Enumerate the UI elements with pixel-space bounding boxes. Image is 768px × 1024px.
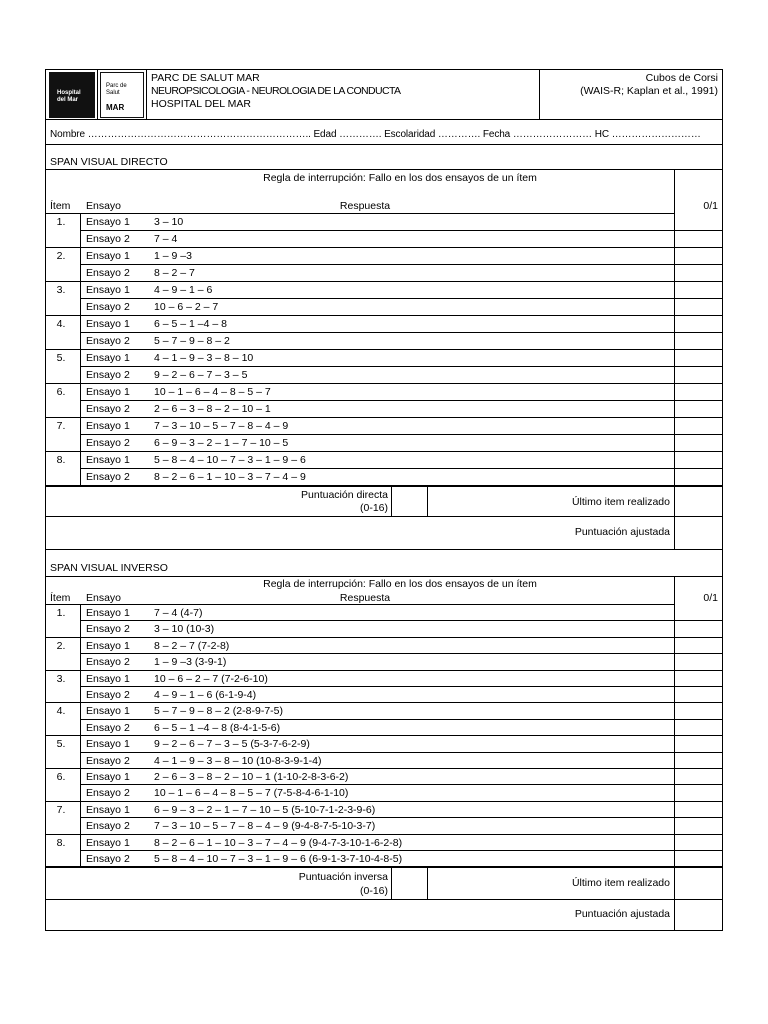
rule: [80, 366, 723, 367]
patient-line-rule: [45, 144, 723, 145]
response-sequence: 3 – 10 (10-3): [154, 623, 215, 636]
response-sequence: 9 – 2 – 6 – 7 – 3 – 5: [154, 369, 248, 381]
response-sequence: 10 – 6 – 2 – 7 (7-2-6-10): [154, 672, 268, 685]
score-cell[interactable]: [675, 384, 721, 399]
trial-label: Ensayo 2: [86, 335, 130, 347]
rule: [45, 735, 723, 736]
inverse-col-trial: Ensayo: [86, 592, 122, 604]
inverse-score-input[interactable]: [392, 868, 427, 898]
parc-logo-text: Parc de Salut: [106, 83, 127, 96]
rule: [45, 486, 723, 487]
header-divider: [97, 69, 98, 120]
trial-label: Ensayo 2: [86, 437, 130, 449]
response-sequence: 7 – 4: [154, 233, 178, 245]
trial-label: Ensayo 2: [86, 471, 130, 483]
item-number: 1.: [56, 216, 66, 228]
direct-score-range: (0-16): [359, 502, 388, 514]
trial-label: Ensayo 1: [86, 803, 130, 816]
item-number: 7.: [56, 420, 66, 432]
score-cell[interactable]: [675, 452, 721, 467]
trial-label: Ensayo 1: [86, 454, 130, 466]
direct-section-title: SPAN VISUAL DIRECTO: [50, 156, 168, 168]
item-number: 3.: [56, 284, 66, 296]
item-number: 4.: [56, 318, 66, 330]
rule: [45, 516, 723, 517]
rule: [45, 637, 723, 638]
item-number: 5.: [56, 738, 66, 751]
trial-label: Ensayo 1: [86, 836, 130, 849]
rule: [80, 298, 723, 299]
rule: [45, 702, 723, 703]
rule: [45, 451, 723, 452]
rule: [80, 752, 723, 753]
item-number: 6.: [56, 771, 66, 783]
score-cell[interactable]: [675, 769, 721, 783]
rule: [80, 264, 723, 265]
score-cell[interactable]: [675, 316, 721, 331]
score-cell[interactable]: [675, 638, 721, 652]
score-cell[interactable]: [675, 605, 721, 619]
score-cell[interactable]: [675, 785, 721, 799]
inverse-last-item-label: Último item realizado: [571, 877, 670, 889]
org-line-2: NEUROPSICOLOGIA - NEUROLOGIA DE LA CONDUCTA: [151, 85, 401, 97]
trial-label: Ensayo 2: [86, 820, 130, 833]
rule: [80, 332, 723, 333]
mar-logo-text: MAR: [106, 103, 125, 112]
direct-col-score: 0/1: [703, 200, 718, 212]
rule: [80, 817, 723, 818]
inverse-score-range: (0-16): [359, 885, 388, 897]
trial-label: Ensayo 1: [86, 318, 130, 330]
item-number: 1.: [56, 607, 66, 619]
item-number: 7.: [56, 803, 66, 816]
response-sequence: 8 – 2 – 7 (7-2-8): [154, 639, 230, 652]
rule: [45, 801, 723, 802]
inverse-col-response: Respuesta: [339, 592, 391, 604]
trial-label: Ensayo 1: [86, 771, 130, 783]
trial-label: Ensayo 2: [86, 267, 130, 279]
rule: [45, 169, 723, 170]
response-sequence: 8 – 2 – 7: [154, 267, 195, 279]
direct-score-label: Puntuación directa: [301, 489, 388, 501]
inverse-adjusted-label: Puntuación ajustada: [574, 908, 670, 920]
response-sequence: 2 – 6 – 3 – 8 – 2 – 10 – 1 (1-10-2-8-3-6-2): [154, 771, 349, 783]
rule: [427, 867, 428, 899]
trial-label: Ensayo 1: [86, 705, 130, 718]
trial-label: Ensayo 1: [86, 386, 130, 398]
org-line-1: PARC DE SALUT MAR: [151, 72, 260, 84]
trial-label: Ensayo 1: [86, 607, 130, 619]
response-sequence: 8 – 2 – 6 – 1 – 10 – 3 – 7 – 4 – 9: [154, 471, 306, 483]
trial-label: Ensayo 2: [86, 233, 130, 245]
trial-label: Ensayo 1: [86, 250, 130, 262]
response-sequence: 7 – 4 (4-7): [154, 607, 203, 619]
rule: [45, 315, 723, 316]
score-cell[interactable]: [675, 687, 721, 701]
inverse-section-title: SPAN VISUAL INVERSO: [50, 562, 168, 574]
response-sequence: 4 – 1 – 9 – 3 – 8 – 10: [154, 352, 254, 364]
score-cell[interactable]: [675, 736, 721, 750]
item-number: 6.: [56, 386, 66, 398]
response-sequence: 6 – 9 – 3 – 2 – 1 – 7 – 10 – 5 (5-10-7-1-2-3-9-6): [154, 803, 376, 816]
direct-last-item-label: Último item realizado: [571, 496, 670, 508]
trial-label: Ensayo 1: [86, 420, 130, 432]
rule: [80, 468, 723, 469]
direct-col-item: Ítem: [50, 200, 71, 212]
item-number: 2.: [56, 639, 66, 652]
score-cell[interactable]: [675, 248, 721, 263]
rule: [45, 247, 723, 248]
direct-adjusted-label: Puntuación ajustada: [574, 526, 670, 538]
score-cell[interactable]: [675, 367, 721, 382]
response-sequence: 8 – 2 – 6 – 1 – 10 – 3 – 7 – 4 – 9 (9-4-7-3-10-1-6-2-8): [154, 836, 403, 849]
trial-label: Ensayo 1: [86, 738, 130, 751]
response-sequence: 7 – 3 – 10 – 5 – 7 – 8 – 4 – 9 (9-4-8-7-5-10-3-7): [154, 820, 376, 833]
item-number: 8.: [56, 454, 66, 466]
trial-label: Ensayo 1: [86, 672, 130, 685]
response-sequence: 7 – 3 – 10 – 5 – 7 – 8 – 4 – 9: [154, 420, 289, 432]
header-bottom-line: [45, 119, 723, 120]
response-sequence: 1 – 9 –3: [154, 250, 192, 262]
score-cell[interactable]: [675, 802, 721, 816]
test-name: Cubos de Corsi: [645, 72, 718, 84]
direct-score-input[interactable]: [392, 487, 427, 515]
trial-label: Ensayo 1: [86, 639, 130, 652]
response-sequence: 10 – 1 – 6 – 4 – 8 – 5 – 7 (7-5-8-4-6-1-10): [154, 787, 349, 800]
score-cell[interactable]: [675, 720, 721, 734]
trial-label: Ensayo 2: [86, 369, 130, 381]
score-cell[interactable]: [675, 265, 721, 280]
score-cell[interactable]: [675, 835, 721, 849]
rule: [427, 486, 428, 516]
response-sequence: 4 – 9 – 1 – 6: [154, 284, 213, 296]
rule: [45, 604, 674, 605]
score-cell[interactable]: [675, 214, 721, 229]
rule: [45, 349, 723, 350]
hospital-logo-text: Hospital del Mar: [57, 90, 81, 103]
rule: [80, 434, 723, 435]
rule: [45, 768, 723, 769]
rule: [80, 653, 723, 654]
response-sequence: 5 – 8 – 4 – 10 – 7 – 3 – 1 – 9 – 6 (6-9-1-3-7-10-4-8-5): [154, 853, 403, 865]
trial-label: Ensayo 2: [86, 754, 130, 767]
patient-info-line[interactable]: Nombre ………………………………………………………….. Edad …………. Escolaridad …………. Fecha …………………… HC ………………………: [50, 129, 701, 140]
trial-label: Ensayo 2: [86, 721, 130, 734]
trial-label: Ensayo 2: [86, 656, 130, 669]
item-number: 3.: [56, 672, 66, 685]
rule: [45, 670, 723, 671]
score-cell[interactable]: [675, 818, 721, 832]
response-sequence: 5 – 8 – 4 – 10 – 7 – 3 – 1 – 9 – 6: [154, 454, 306, 466]
score-cell[interactable]: [675, 435, 721, 450]
header-divider: [146, 69, 147, 120]
score-cell[interactable]: [675, 333, 721, 348]
score-cell[interactable]: [675, 401, 721, 416]
item-number: 5.: [56, 352, 66, 364]
rule: [80, 213, 81, 485]
rule: [80, 230, 723, 231]
rule: [80, 620, 723, 621]
score-cell[interactable]: [675, 703, 721, 717]
inverse-interruption-rule: Regla de interrupción: Fallo en los dos ensayos de un ítem: [263, 578, 537, 590]
rule: [45, 899, 723, 900]
response-sequence: 6 – 5 – 1 –4 – 8: [154, 318, 227, 330]
item-number: 4.: [56, 705, 66, 718]
rule: [80, 400, 723, 401]
trial-label: Ensayo 2: [86, 623, 130, 636]
inverse-col-score: 0/1: [703, 592, 718, 604]
rule: [45, 213, 674, 214]
rule: [45, 383, 723, 384]
trial-label: Ensayo 2: [86, 853, 130, 865]
rule: [80, 719, 723, 720]
score-cell[interactable]: [675, 231, 721, 246]
rule: [45, 867, 723, 868]
response-sequence: 5 – 7 – 9 – 8 – 2: [154, 335, 230, 347]
response-sequence: 10 – 6 – 2 – 7: [154, 301, 219, 313]
trial-label: Ensayo 1: [86, 352, 130, 364]
direct-col-response: Respuesta: [339, 200, 391, 212]
response-sequence: 10 – 1 – 6 – 4 – 8 – 5 – 7: [154, 386, 271, 398]
score-cell[interactable]: [675, 671, 721, 685]
trial-label: Ensayo 2: [86, 403, 130, 415]
item-number: 8.: [56, 836, 66, 849]
score-cell[interactable]: [675, 753, 721, 767]
trial-label: Ensayo 2: [86, 787, 130, 800]
response-sequence: 3 – 10: [154, 216, 184, 228]
direct-col-trial: Ensayo: [86, 200, 122, 212]
rule: [45, 281, 723, 282]
response-sequence: 6 – 9 – 3 – 2 – 1 – 7 – 10 – 5: [154, 437, 289, 449]
rule: [80, 784, 723, 785]
score-cell[interactable]: [675, 282, 721, 297]
direct-interruption-rule: Regla de interrupción: Fallo en los dos ensayos de un ítem: [263, 172, 537, 184]
response-sequence: 4 – 1 – 9 – 3 – 8 – 10 (10-8-3-9-1-4): [154, 754, 322, 767]
score-cell[interactable]: [675, 299, 721, 314]
trial-label: Ensayo 2: [86, 689, 130, 701]
response-sequence: 9 – 2 – 6 – 7 – 3 – 5 (5-3-7-6-2-9): [154, 738, 310, 751]
inverse-score-label: Puntuación inversa: [298, 871, 388, 883]
score-cell[interactable]: [675, 469, 721, 484]
rule: [80, 604, 81, 866]
parc-salut-logo: [100, 72, 144, 118]
rule: [45, 549, 723, 550]
response-sequence: 4 – 9 – 1 – 6 (6-1-9-4): [154, 689, 257, 701]
inverse-col-item: Ítem: [50, 592, 71, 604]
item-number: 2.: [56, 250, 66, 262]
rule: [80, 686, 723, 687]
rule: [45, 417, 723, 418]
trial-label: Ensayo 1: [86, 284, 130, 296]
rule: [45, 834, 723, 835]
trial-label: Ensayo 1: [86, 216, 130, 228]
rule: [80, 850, 723, 851]
score-cell[interactable]: [675, 851, 721, 865]
response-sequence: 5 – 7 – 9 – 8 – 2 (2-8-9-7-5): [154, 705, 283, 718]
hospital-logo: [49, 72, 95, 118]
response-sequence: 1 – 9 –3 (3-9-1): [154, 656, 227, 669]
test-reference: (WAIS-R; Kaplan et al., 1991): [580, 85, 718, 97]
score-cell[interactable]: [675, 654, 721, 668]
score-cell[interactable]: [675, 621, 721, 635]
trial-label: Ensayo 2: [86, 301, 130, 313]
score-cell[interactable]: [675, 418, 721, 433]
org-line-3: HOSPITAL DEL MAR: [151, 98, 251, 110]
score-cell[interactable]: [675, 350, 721, 365]
rule: [45, 576, 723, 577]
response-sequence: 2 – 6 – 3 – 8 – 2 – 10 – 1: [154, 403, 271, 415]
response-sequence: 6 – 5 – 1 –4 – 8 (8-4-1-5-6): [154, 721, 281, 734]
